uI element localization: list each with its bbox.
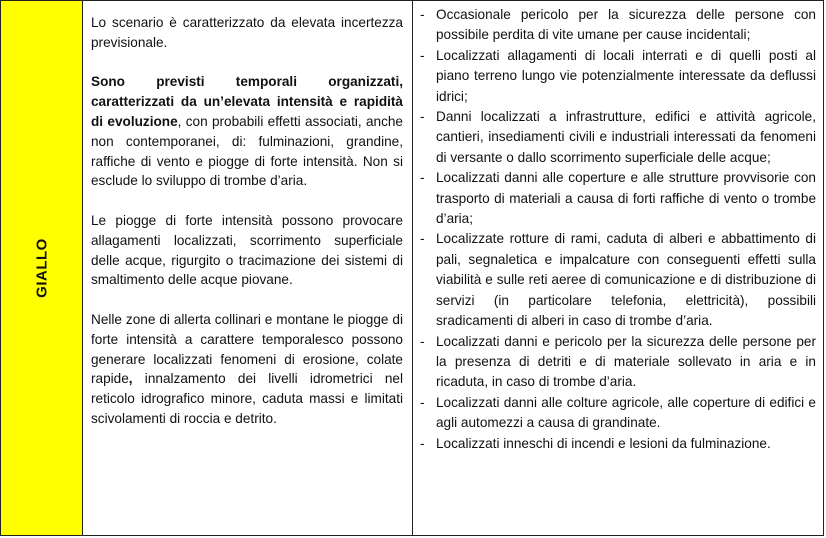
alert-level-label: GIALLO [33,238,50,298]
effects-list-item [420,168,816,229]
effects-list-item [420,5,816,46]
dash-bullet: - [420,109,425,125]
dash-bullet: - [420,170,425,186]
scenario-paragraph-4-b: innalzamento dei livelli idrometrici nel reticolo idrografico minore, caduta massi e limitati scivolamenti di roccia e detrito. [91,371,403,426]
effects-item-text: Localizzate rotture di rami, caduta di alberi e abbattimento di pali, segnaletica e impalcature con conseguenti effetti sulla viabilità e sulle reti aeree di comunicazione e di distribuzione di servizi (in particolare telefonia, elettricità), possibili sradicamenti di alberi in caso di trombe d’aria. [436,231,816,329]
dash-bullet: - [420,47,425,63]
dash-bullet: - [420,435,425,451]
scenario-paragraph-4 [91,310,403,429]
scenario-paragraph-4-a: Nelle zone di allerta collinari e montane le piogge di forte intensità a carattere temporalesco possono generare localizzati fenomeni di erosione, colate rapide [91,311,403,387]
effects-list-item [420,107,816,168]
effects-item-text: Localizzati danni e pericolo per la sicurezza delle persone per la presenza di detriti e di materiale sollevato in aria e in ricaduta, in caso di trombe d’aria. [436,333,816,390]
effects-list-item [420,332,816,393]
effects-list [420,5,816,454]
effects-item-text: Danni localizzati a infrastrutture, edifici e attività agricole, cantieri, insediamenti civili e industriali interessati da fenomeni di versante o dallo scorrimento superficiale delle acque; [436,109,816,165]
dash-bullet: - [420,333,425,349]
scenario-text [91,13,403,429]
effects-list-item [420,229,816,331]
effects-list-item [420,46,816,107]
dash-bullet: - [420,231,425,247]
scenario-paragraph-4-comma: , [128,371,133,387]
scenario-paragraph-2-rest: , con probabili effetti associati, anche non contemporanei, di: fulminazioni, grandine, raffiche di vento e piogge di forte intensità. Non si esclude lo sviluppo di trombe d’aria. [91,113,403,189]
effects-list-item [420,393,816,434]
dash-bullet: - [420,394,425,410]
alert-level-cell [1,1,83,535]
scenario-cell [83,1,413,535]
effects-item-text: Localizzati inneschi di incendi e lesioni da fulminazione. [436,435,771,451]
effects-item-text: Occasionale pericolo per la sicurezza delle persone con possibile perdita di vite umane per cause incidentali; [436,7,816,43]
dash-bullet: - [420,7,425,22]
effects-cell [414,1,823,535]
effects-item-text: Localizzati danni alle coperture e alle strutture provvisorie con trasporto di materiali a causa di forti raffiche di vento o trombe d’aria; [436,170,816,227]
scenario-paragraph-1: Lo scenario è caratterizzato da elevata incertezza previsionale. [91,15,403,50]
effects-item-text: Localizzati danni alle colture agricole, alle coperture di edifici e agli automezzi a causa di grandinate. [436,394,816,431]
scenario-paragraph-2-bold: Sono previsti temporali organizzati, caratterizzati da un’elevata intensità e rapidità di evoluzione [91,74,403,129]
effects-item-text: Localizzati allagamenti di locali interrati e di quelli posti al piano terreno lungo vie potenzialmente interessate da deflussi idrici; [436,47,816,104]
scenario-paragraph-2 [91,72,403,191]
scenario-paragraph-3: Le piogge di forte intensità possono provocare allagamenti localizzati, scorrimento superficiale delle acque, rigurgito o tracimazione dei sistemi di smaltimento delle acque piovane. [91,212,403,288]
effects-list-item [420,434,816,454]
